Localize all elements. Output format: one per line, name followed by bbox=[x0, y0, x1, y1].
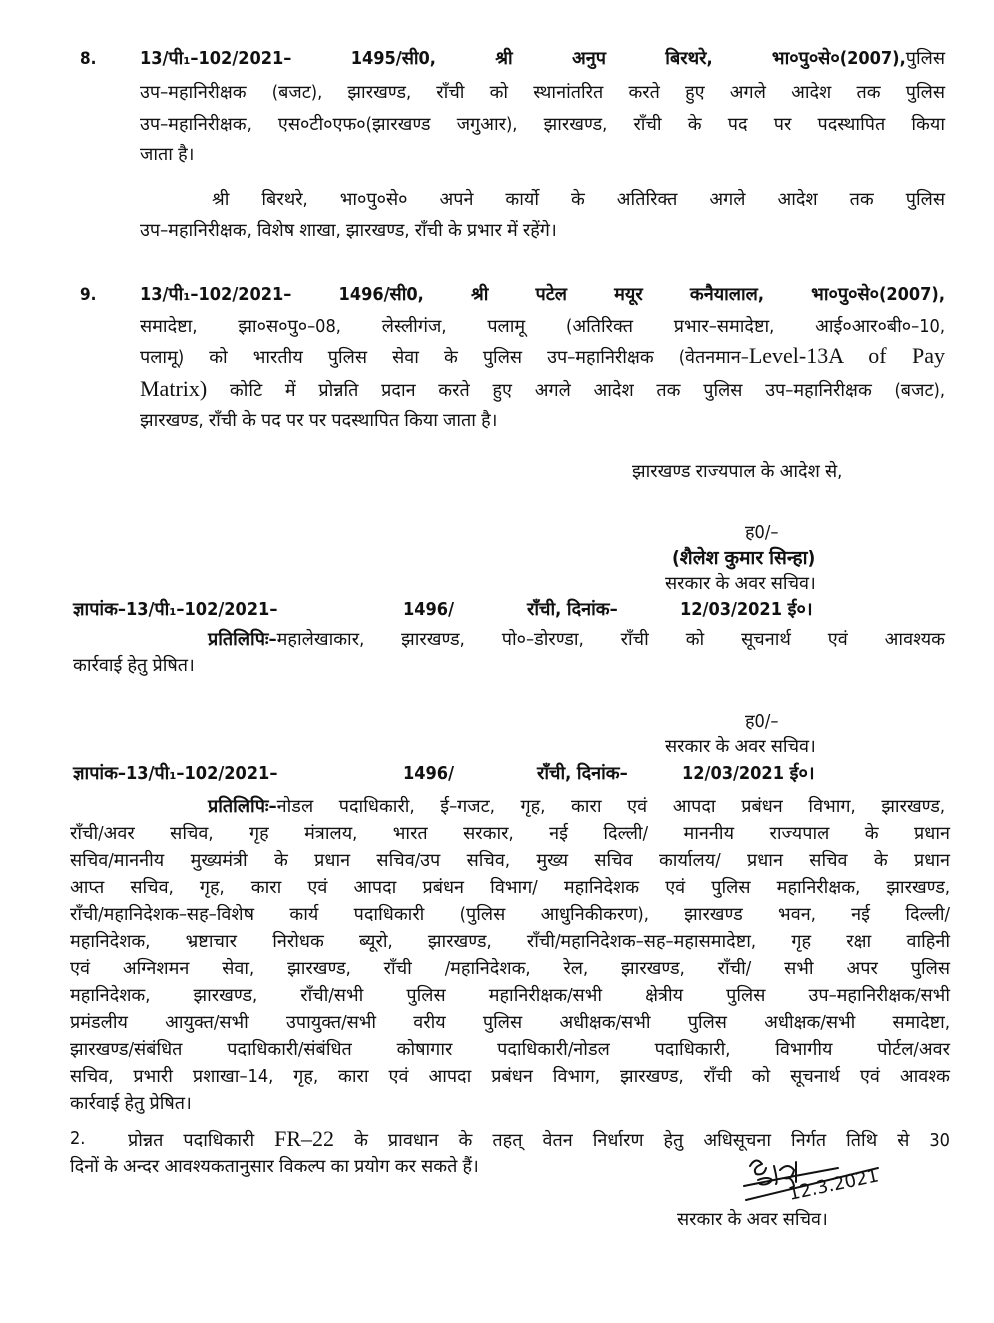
memo-2-copy-line-5: राँची/महानिदेशक–सह–विशेष कार्य पदाधिकारी (पुलिस आधुनिकीकरण), झारखण्ड भवन, नई दिल्ली/ bbox=[70, 904, 950, 925]
memo-2-copy-line-4: आप्त सचिव, गृह, कारा एवं आपदा प्रबंधन विभाग/ महानिदेशक एवं पुलिस महानिरीक्षक, झारखण्ड, bbox=[70, 877, 950, 898]
item-8-extra-line-2: उप–महानिरीक्षक, विशेष शाखा, झारखण्ड, राँची के प्रभार में रहेंगे। bbox=[140, 220, 557, 241]
item-9-matrix: Matrix) bbox=[140, 376, 208, 401]
point-2-fr-rule: FR–22 bbox=[274, 1126, 335, 1151]
memo-2-serial: 1496/ bbox=[403, 763, 454, 784]
memo-2-copy-line-1 bbox=[208, 795, 945, 819]
memo-2-number: ज्ञापांक–13/पी₁–102/2021– bbox=[73, 763, 278, 784]
designation-2: सरकार के अवर सचिव। bbox=[665, 736, 816, 757]
point-2-number: 2. bbox=[70, 1128, 86, 1149]
memo-1-copy-label: प्रतिलिपिः– bbox=[208, 629, 277, 650]
item-8-reference: 13/पी₁–102/2021– 1495/सी0, श्री अनुप बिरथरे, भा०पु०से०(2007), bbox=[140, 48, 906, 69]
point-2-text-a: प्रोन्नत पदाधिकारी bbox=[128, 1130, 255, 1151]
item-9-line-5: झारखण्ड, राँची के पद पर पर पदस्थापित किया जाता है। bbox=[140, 410, 498, 431]
item-8-line-2: उप–महानिरीक्षक (बजट), झारखण्ड, राँची को स्थानांतरित करते हुए अगले आदेश तक पुलिस bbox=[140, 82, 945, 103]
item-9-line-4 bbox=[140, 377, 945, 403]
memo-2-copy-line-9: प्रमंडलीय आयुक्त/सभी उपायुक्त/सभी वरीय पुलिस अधीक्षक/सभी पुलिस अधीक्षक/सभी समादेष्टा, bbox=[70, 1012, 950, 1033]
memo-2-copy-line-10: झारखण्ड/संबंधित पदाधिकारी/संबंधित कोषागार पदाधिकारी/नोडल पदाधिकारी, विभागीय पोर्टल/अवर bbox=[70, 1039, 950, 1060]
item-8-line-4: जाता है। bbox=[140, 144, 195, 165]
designation-final: सरकार के अवर सचिव। bbox=[677, 1209, 828, 1230]
memo-2-copy-line-2: राँची/अवर सचिव, गृह मंत्रालय, भारत सरकार, नई दिल्ली/ माननीय राज्यपाल के प्रधान bbox=[70, 823, 950, 844]
point-2-line-1 bbox=[128, 1127, 950, 1153]
memo-1-copy-text: महालेखाकार, झारखण्ड, पो०–डोरण्डा, राँची को सूचनार्थ एवं आवश्यक bbox=[276, 629, 945, 650]
memo-2-copy-line-12: कार्रवाई हेतु प्रेषित। bbox=[70, 1093, 192, 1114]
item-8-line-1 bbox=[140, 47, 945, 71]
memo-1-serial: 1496/ bbox=[403, 599, 454, 620]
memo-2-copy-first: नोडल पदाधिकारी, ई–गजट, गृह, कारा एवं आपदा प्रबंधन विभाग, झारखण्ड, bbox=[276, 796, 945, 817]
item-9-number: 9. bbox=[80, 285, 97, 305]
memo-1-number: ज्ञापांक–13/पी₁–102/2021– bbox=[73, 599, 278, 620]
designation-1: सरकार के अवर सचिव। bbox=[665, 573, 816, 594]
memo-1-place-date-label: राँची, दिनांक– bbox=[527, 599, 618, 620]
memo-2-copy-line-3: सचिव/माननीय मुख्यमंत्री के प्रधान सचिव/उप सचिव, मुख्य सचिव कार्यालय/ प्रधान सचिव के प्रधान bbox=[70, 850, 950, 871]
item-9-reference: 13/पी₁–102/2021– 1496/सी0, श्री पटेल मयूर कनैयालाल, भा०पु०से०(2007), bbox=[140, 284, 945, 305]
governor-order-line: झारखण्ड राज्यपाल के आदेश से, bbox=[632, 461, 843, 482]
memo-2-copy-line-11: सचिव, प्रभारी प्रशाखा–14, गृह, कारा एवं आपदा प्रबंधन विभाग, झारखण्ड, राँची को सूचनार्थ एवं आवश्क bbox=[70, 1066, 950, 1087]
item-8-line-1-tail: पुलिस bbox=[905, 48, 945, 69]
item-9-pay-level: Level-13A of Pay bbox=[748, 343, 946, 368]
memo-2-copy-label: प्रतिलिपिः– bbox=[208, 796, 277, 817]
item-8-extra-line-1: श्री बिरथरे, भा०पु०से० अपने कार्यो के अतिरिक्त अगले आदेश तक पुलिस bbox=[212, 189, 945, 210]
point-2-line-2: दिनों के अन्दर आवश्यकतानुसार विकल्प का प्रयोग कर सकते हैं। bbox=[70, 1156, 479, 1177]
item-9-line-2: समादेष्टा, झा०स०पु०–08, लेस्लीगंज, पलामू (अतिरिक्त प्रभार–समादेष्टा, आई०आर०बी०–10, bbox=[140, 316, 945, 337]
memo-1-copy-line-1 bbox=[208, 628, 945, 652]
signature-date: 12.3.2021 bbox=[786, 1165, 881, 1205]
signed-mark-2: ह0/– bbox=[745, 711, 779, 732]
memo-2-copy-line-8: महानिदेशक, झारखण्ड, राँची/सभी पुलिस महानिरीक्षक/सभी क्षेत्रीय पुलिस उप–महानिरीक्षक/सभी bbox=[70, 985, 950, 1006]
point-2-text-b: के प्रावधान के तहत् वेतन निर्धारण हेतु अधिसूचना निर्गत तिथि से 30 bbox=[354, 1130, 950, 1151]
item-8-number: 8. bbox=[80, 49, 97, 69]
item-9-line-3 bbox=[140, 344, 945, 370]
memo-2-place-date-label: राँची, दिनांक– bbox=[537, 763, 628, 784]
signatory-name: (शैलेश कुमार सिन्हा) bbox=[672, 547, 816, 569]
item-9-line-4-hindi: कोटि में प्रोन्नति प्रदान करते हुए अगले आदेश तक पुलिस उप–महानिरीक्षक (बजट), bbox=[229, 380, 945, 401]
memo-2-date: 12/03/2021 ई०। bbox=[682, 763, 815, 784]
item-9-line-3-hindi: पलामू) को भारतीय पुलिस सेवा के पुलिस उप–महानिरीक्षक (वेतनमान– bbox=[140, 347, 749, 368]
memo-2-copy-line-7: एवं अग्निशमन सेवा, झारखण्ड, राँची /महानिदेशक, रेल, झारखण्ड, राँची/ सभी अपर पुलिस bbox=[70, 958, 950, 979]
memo-1-copy-line-2: कार्रवाई हेतु प्रेषित। bbox=[73, 655, 195, 676]
signed-mark-1: ह0/– bbox=[745, 522, 779, 543]
memo-1-date: 12/03/2021 ई०। bbox=[680, 599, 813, 620]
item-8-line-3: उप–महानिरीक्षक, एस०टी०एफ०(झारखण्ड जगुआर), झारखण्ड, राँची के पद पर पदस्थापित किया bbox=[140, 114, 945, 135]
memo-2-copy-line-6: महानिदेशक, भ्रष्टाचार निरोधक ब्यूरो, झारखण्ड, राँची/महानिदेशक–सह–महासमादेष्टा, गृह रक्षा वाहिनी bbox=[70, 931, 950, 952]
